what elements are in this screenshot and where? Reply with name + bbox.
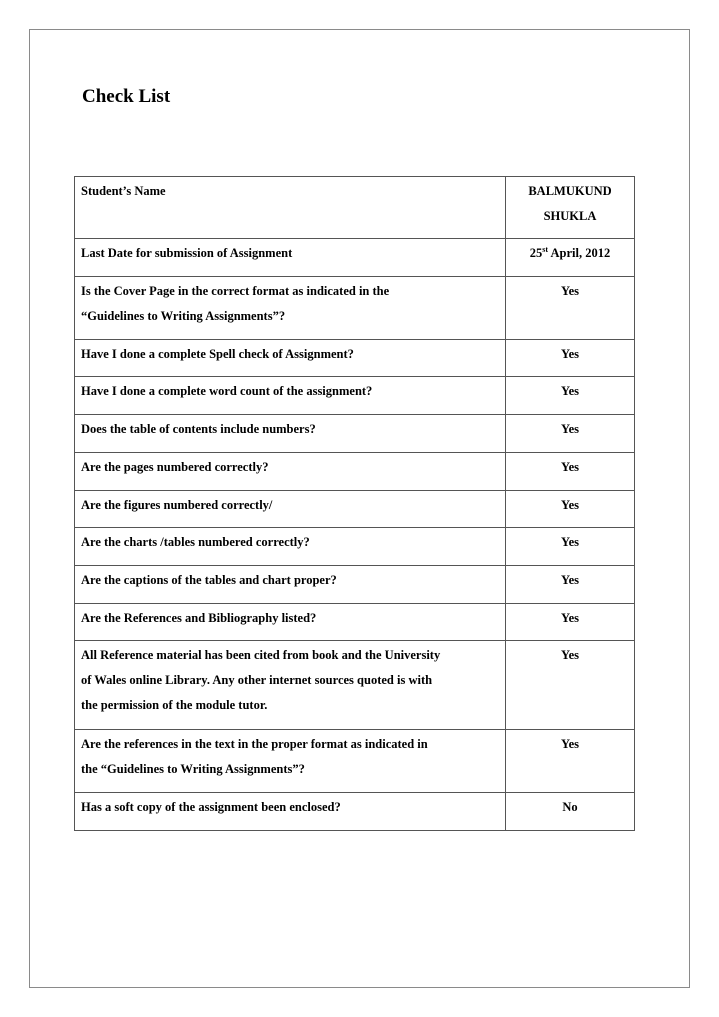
student-name-line1: BALMUKUND xyxy=(528,184,612,198)
row-value: Yes xyxy=(506,453,635,491)
row-value: Yes xyxy=(506,377,635,415)
row-label xyxy=(75,641,506,730)
row-label-line: the permission of the module tutor. xyxy=(81,698,268,712)
row-label-line: Are the references in the text in the proper format as indicated in xyxy=(81,737,428,751)
row-value: Yes xyxy=(506,340,635,377)
table-row xyxy=(75,340,635,377)
date-rest: April, 2012 xyxy=(548,246,611,260)
row-value: Yes xyxy=(506,566,635,604)
table-row xyxy=(75,177,635,239)
table-row xyxy=(75,641,635,730)
row-label: Are the captions of the tables and chart proper? xyxy=(75,566,506,604)
row-label: Are the References and Bibliography listed? xyxy=(75,604,506,641)
row-value: No xyxy=(506,793,635,831)
table-row xyxy=(75,377,635,415)
table-row xyxy=(75,491,635,528)
table-row xyxy=(75,528,635,566)
table-row xyxy=(75,730,635,793)
row-label: Has a soft copy of the assignment been enclosed? xyxy=(75,793,506,831)
row-value: Yes xyxy=(506,730,635,793)
row-value: Yes xyxy=(506,641,635,730)
row-label-line: “Guidelines to Writing Assignments”? xyxy=(81,309,286,323)
row-label: Are the pages numbered correctly? xyxy=(75,453,506,491)
row-label xyxy=(75,730,506,793)
date-suffix: st xyxy=(542,244,549,254)
page-title: Check List xyxy=(82,86,171,107)
table-row xyxy=(75,566,635,604)
row-label: Are the charts /tables numbered correctly? xyxy=(75,528,506,566)
row-label: Does the table of contents include numbers? xyxy=(75,415,506,453)
row-label-line: All Reference material has been cited from book and the University xyxy=(81,648,441,662)
student-name-line2: SHUKLA xyxy=(543,209,597,223)
table-row xyxy=(75,277,635,340)
row-value: Yes xyxy=(506,415,635,453)
row-label: Student’s Name xyxy=(75,177,506,239)
row-label: Last Date for submission of Assignment xyxy=(75,239,506,277)
row-value: Yes xyxy=(506,491,635,528)
row-value xyxy=(506,177,635,239)
row-value: Yes xyxy=(506,277,635,340)
row-label-line: Is the Cover Page in the correct format as indicated in the xyxy=(81,284,390,298)
row-label: Are the figures numbered correctly/ xyxy=(75,491,506,528)
row-value: Yes xyxy=(506,604,635,641)
row-label-line: of Wales online Library. Any other internet sources quoted is with xyxy=(81,673,433,687)
row-label-line: the “Guidelines to Writing Assignments”? xyxy=(81,762,305,776)
checklist-table xyxy=(74,176,635,831)
table-row xyxy=(75,239,635,277)
table-row xyxy=(75,453,635,491)
row-value: Yes xyxy=(506,528,635,566)
row-label xyxy=(75,277,506,340)
date-day: 25 xyxy=(529,246,543,260)
row-value xyxy=(506,239,635,277)
table-row xyxy=(75,415,635,453)
row-label: Have I done a complete word count of the assignment? xyxy=(75,377,506,415)
table-row xyxy=(75,604,635,641)
row-label: Have I done a complete Spell check of Assignment? xyxy=(75,340,506,377)
table-row xyxy=(75,793,635,831)
